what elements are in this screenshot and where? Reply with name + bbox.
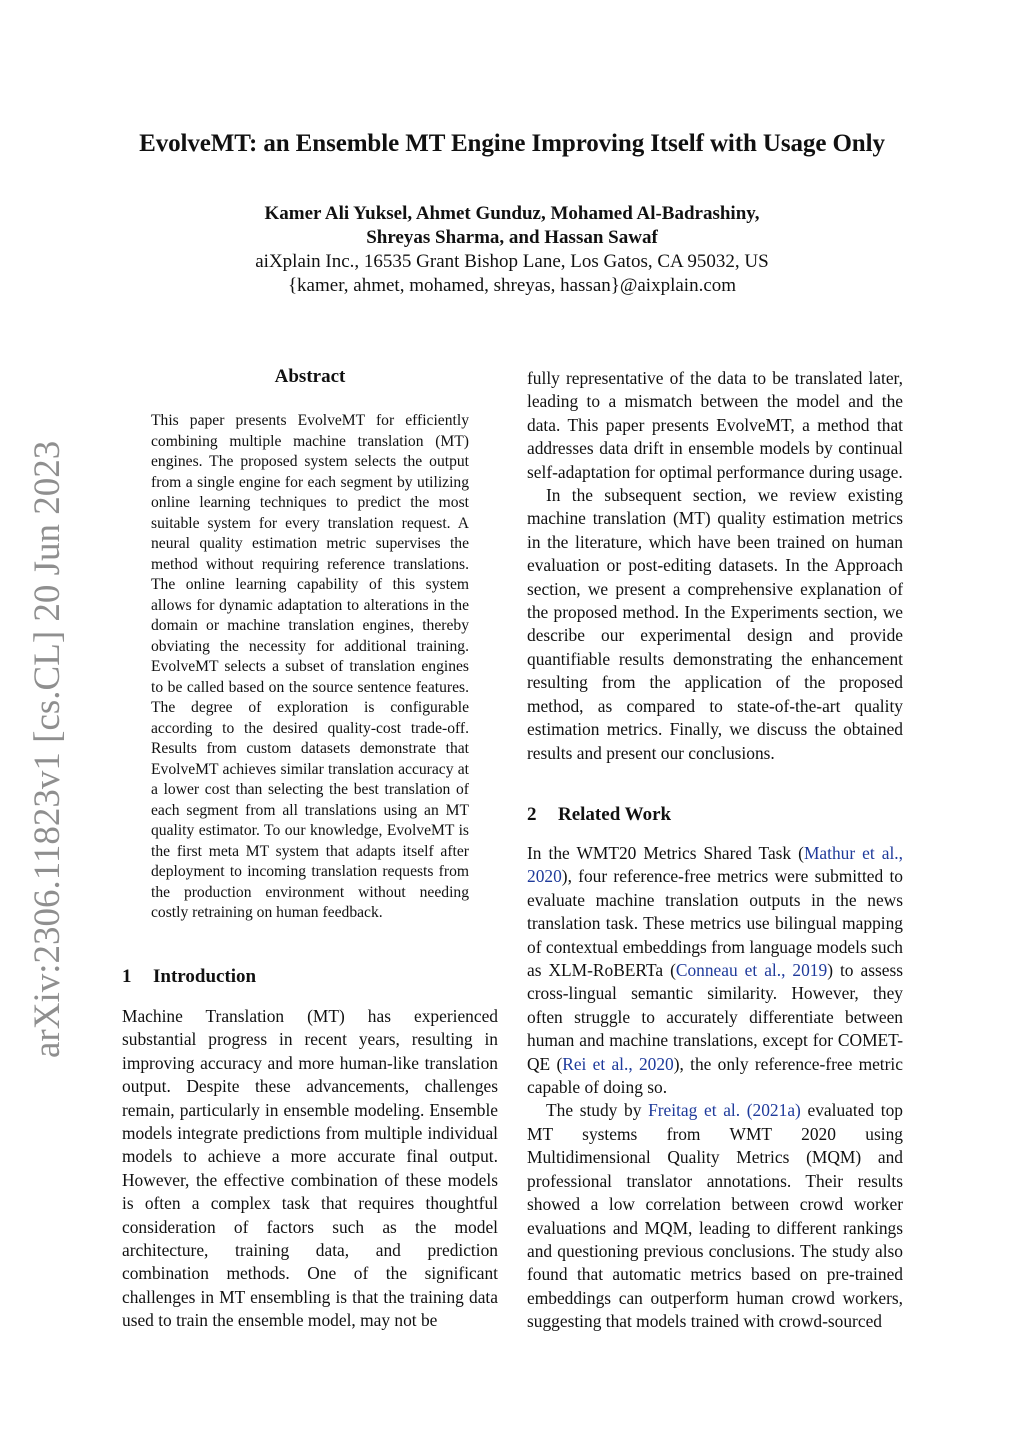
text-run: The study by [546, 1100, 649, 1121]
related-work-heading [527, 804, 671, 826]
citation-link[interactable]: Conneau et al., 2019 [675, 960, 828, 981]
related-work-paragraph-1 [527, 842, 903, 1099]
citation-link[interactable]: Mathur et al., 2020 [527, 843, 903, 887]
intro-paragraph-2: In the subsequent section, we review existing machine translation (MT) quality estimation metrics in the literature, which have been trained on human evaluation or post-editing datasets. In the Approach section, we present a comprehensive explanation of the proposed method. In the Experiments section, we describe our experimental design and provide quantifiable results demonstrating the enhancement resulting from the application of the proposed method, as compared to state-of-the-art quality estimation metrics. Finally, we discuss the obtained results and present our conclusions. [527, 485, 903, 763]
text-run: ) to assess cross-lingual semantic similarity. However, they often struggle to accurately differentiate between human and machine translations, except for COMET-QE ( [527, 960, 903, 1074]
paper-title: EvolveMT: an Ensemble MT Engine Improving Itself with Usage Only [139, 130, 885, 157]
text-run: ), the only reference-free metric capable of doing so. [527, 1053, 903, 1098]
arxiv-identifier: arXiv:2306.11823v1 [cs.CL] 20 Jun 2023 [27, 440, 68, 1058]
affiliation-block [0, 250, 1024, 298]
text-run: evaluated top MT systems from WMT 2020 using Multidimensional Quality Metrics (MQM) and professional translator annotations. Their results showed a low correlation between crowd worker evaluations and MQM, leading to different rankings and questioning previous conclusions. The study also found that automatic metrics based on pre-trained embeddings can outperform human crowd workers, suggesting that models trained with crowd-sourced [527, 1100, 903, 1332]
author-list [0, 202, 1024, 250]
intro-paragraph-1: Machine Translation (MT) has experienced substantial progress in recent years, resulting in improving accuracy and more human-like translation output. Despite these advancements, challenges remain, particularly in ensemble modeling. Ensemble models integrate predictions from multiple individual models to achieve a more accurate final output. However, the effective combination of these models is often a complex task that requires thoughtful consideration of factors such as the model architecture, training data, and prediction combination methods. One of the significant challenges in MT ensembling is that the training data used to train the ensemble model, may not be [122, 1006, 498, 1331]
related-work-paragraph-2 [527, 1099, 903, 1333]
author-line-1: Kamer Ali Yuksel, Ahmet Gunduz, Mohamed Al-Badrashiny, [264, 203, 760, 224]
section-title: Introduction [153, 966, 257, 987]
section-number: 2 [527, 804, 537, 825]
introduction-body-left [122, 1005, 498, 1333]
abstract-text: This paper presents EvolveMT for efficiently combining multiple machine translation (MT) engines. The proposed system selects the output from a single engine for each segment by utilizing online learning techniques to predict the most suitable system for every translation request. A neural quality estimation metric supervises the method without requiring reference translations. The online learning capability of this system allows for dynamic adaptation to alterations in the domain or machine translation engines, thereby obviating the necessity for additional training. EvolveMT selects a subset of translation engines to be called based on the source sentence features. The degree of exploration is configurable according to the desired quality-cost trade-off. Results from custom datasets demonstrate that EvolveMT achieves similar translation accuracy at a lower cost than selecting the best translation of each segment from all translations using an MT quality estimator. To our knowledge, EvolveMT is the first meta MT system that adapts itself after deployment to incoming translation requests from the production environment without needing costly retraining on human feedback. [151, 412, 469, 921]
citation-link[interactable]: Rei et al., 2020 [562, 1053, 674, 1074]
text-run: In the WMT20 Metrics Shared Task ( [527, 843, 804, 863]
citation-link[interactable]: Freitag et al. (2021a) [648, 1100, 801, 1121]
text-run: ), four reference-free metrics were submitted to evaluate machine translation outputs in the news translation task. These metrics use bilingual mapping of contextual embeddings from language models such as XLM-RoBERTa ( [527, 866, 903, 981]
affiliation-address: aiXplain Inc., 16535 Grant Bishop Lane, Los Gatos, CA 95032, US [255, 251, 769, 272]
author-line-2: Shreyas Sharma, and Hassan Sawaf [366, 227, 658, 248]
intro-paragraph-1-continued: fully representative of the data to be translated later, leading to a mismatch between the model and the data. This paper presents EvolveMT, a method that addresses data drift in ensemble models by continual self-adaptation for optimal performance during usage. [527, 368, 903, 482]
section-title: Related Work [558, 804, 672, 825]
author-emails: {kamer, ahmet, mohamed, shreyas, hassan}@aixplain.com [287, 275, 737, 296]
section-number: 1 [122, 966, 132, 987]
abstract-heading: Abstract [274, 366, 346, 387]
related-work-body [527, 842, 903, 1334]
introduction-heading [122, 966, 256, 988]
introduction-body-right [527, 367, 903, 765]
